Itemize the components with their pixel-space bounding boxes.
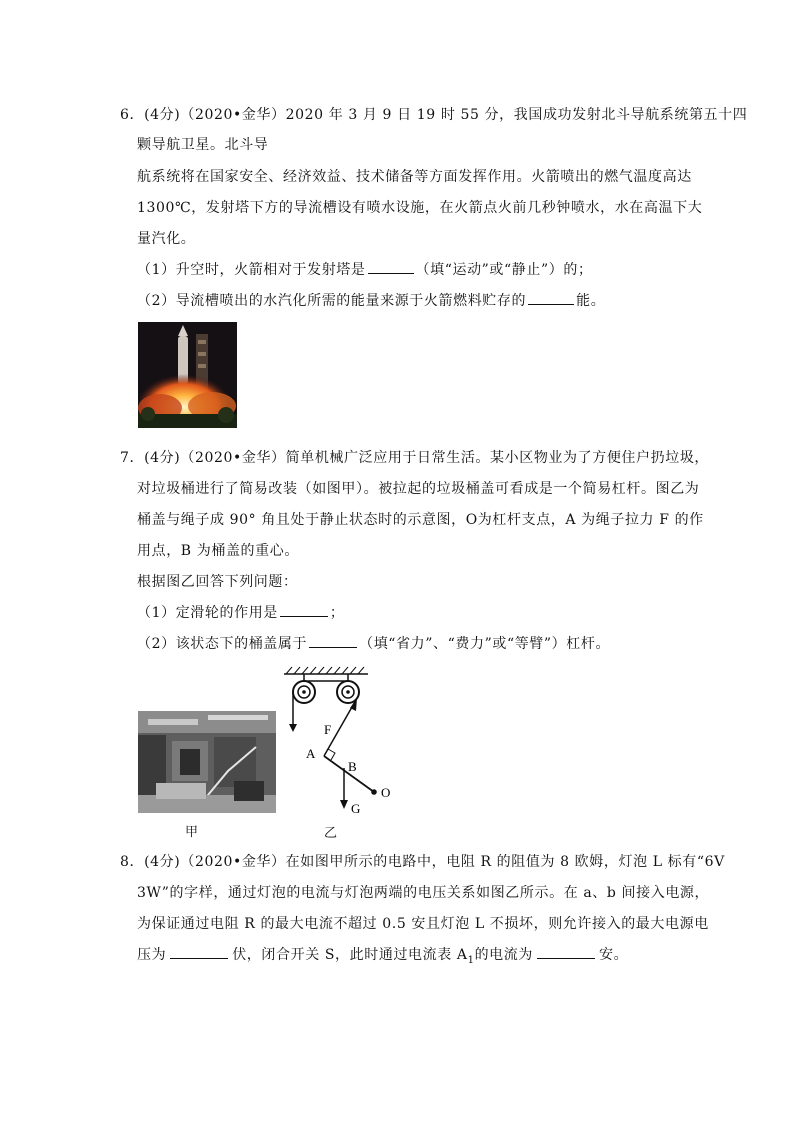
rocket-launch-photo — [138, 322, 237, 428]
q8-line-1: 8．(4分)（2020•金华）在如图甲所示的电路中，电阻 R 的阻值为 8 欧姆，灯泡 L 标有“6V — [120, 854, 725, 870]
label-A: A — [306, 746, 316, 761]
answer-blank — [170, 946, 228, 959]
label-F: F — [324, 722, 332, 737]
label-G: G — [351, 801, 361, 816]
label-B: B — [348, 759, 357, 774]
trash-can-photo — [138, 711, 276, 813]
q8-line-3: 为保证通过电阻 R 的最大电流不超过 0.5 安且灯泡 L 不损坏，则允许接入的最大电源电 — [137, 916, 709, 932]
q8-line-4: 压为 伏，闭合开关 S，此时通过电流表 $A_1$的电流为 安。 — [137, 947, 629, 966]
q7-line-4: 用点，B 为桶盖的重心。 — [137, 543, 299, 559]
q6-line-4: 1300℃，发射塔下方的导流槽设有喷水设施，在火箭点火前几秒钟喷水，水在高温下大 — [137, 200, 703, 216]
q6-line-2: 颗导航卫星。北斗导 — [137, 137, 269, 153]
figure-caption-jia: 甲 — [185, 825, 199, 840]
pivot-point — [371, 789, 377, 795]
label-O: O — [381, 785, 391, 800]
pull-arrow — [289, 724, 297, 732]
ceiling-hatch — [286, 667, 364, 674]
q7-line-2: 对垃圾桶进行了简易改装（如图甲）。被拉起的垃圾桶盖可看成是一个简易杠杆。图乙为 — [137, 481, 700, 497]
q7-line-5: 根据图乙回答下列问题： — [137, 574, 298, 590]
q7-sub-1: （1）定滑轮的作用是 ； — [137, 605, 345, 621]
figure-caption-yi: 乙 — [324, 826, 338, 841]
q6-sub-1: （1）升空时，火箭相对于发射塔是 （填“运动”或“静止”）的； — [137, 262, 593, 278]
q7-line-1: 7．(4分)（2020•金华）简单机械广泛应用于日常生活。某小区物业为了方便住户扔垃圾， — [120, 450, 710, 466]
answer-blank — [368, 261, 414, 274]
q8-line-2: 3W”的字样，通过灯泡的电流与灯泡两端的电压关系如图乙所示。在 a、b 间接入电源， — [137, 885, 710, 901]
q6-line-5: 量汽化。 — [137, 231, 196, 247]
q6-line-1: 6．(4分)（2020•金华）2020 年 3 月 9 日 19 时 55 分，我国成功发射北斗导航系统第五十四 — [120, 107, 748, 123]
q6-line-3: 航系统将在国家安全、经济效益、技术储备等方面发挥作用。火箭喷出的燃气温度高达 — [137, 169, 692, 185]
q7-sub-2: （2）该状态下的桶盖属于 （填“省力”、“费力”或“等臂”）杠杆。 — [137, 636, 611, 652]
answer-blank — [280, 604, 328, 617]
answer-blank — [528, 292, 574, 305]
pulley-left — [293, 674, 315, 703]
gravity-arrow — [340, 800, 348, 809]
answer-blank — [309, 635, 357, 648]
pulley-right — [337, 674, 359, 703]
q7-line-3: 桶盖与绳子成 90° 角且处于静止状态时的示意图，O为杠杆支点，A 为绳子拉力 F 的作 — [137, 512, 704, 528]
answer-blank — [537, 946, 595, 959]
q6-sub-2: （2）导流槽喷出的水汽化所需的能量来源于火箭燃料贮存的 能。 — [137, 293, 606, 309]
lever-pulley-diagram — [280, 664, 400, 824]
